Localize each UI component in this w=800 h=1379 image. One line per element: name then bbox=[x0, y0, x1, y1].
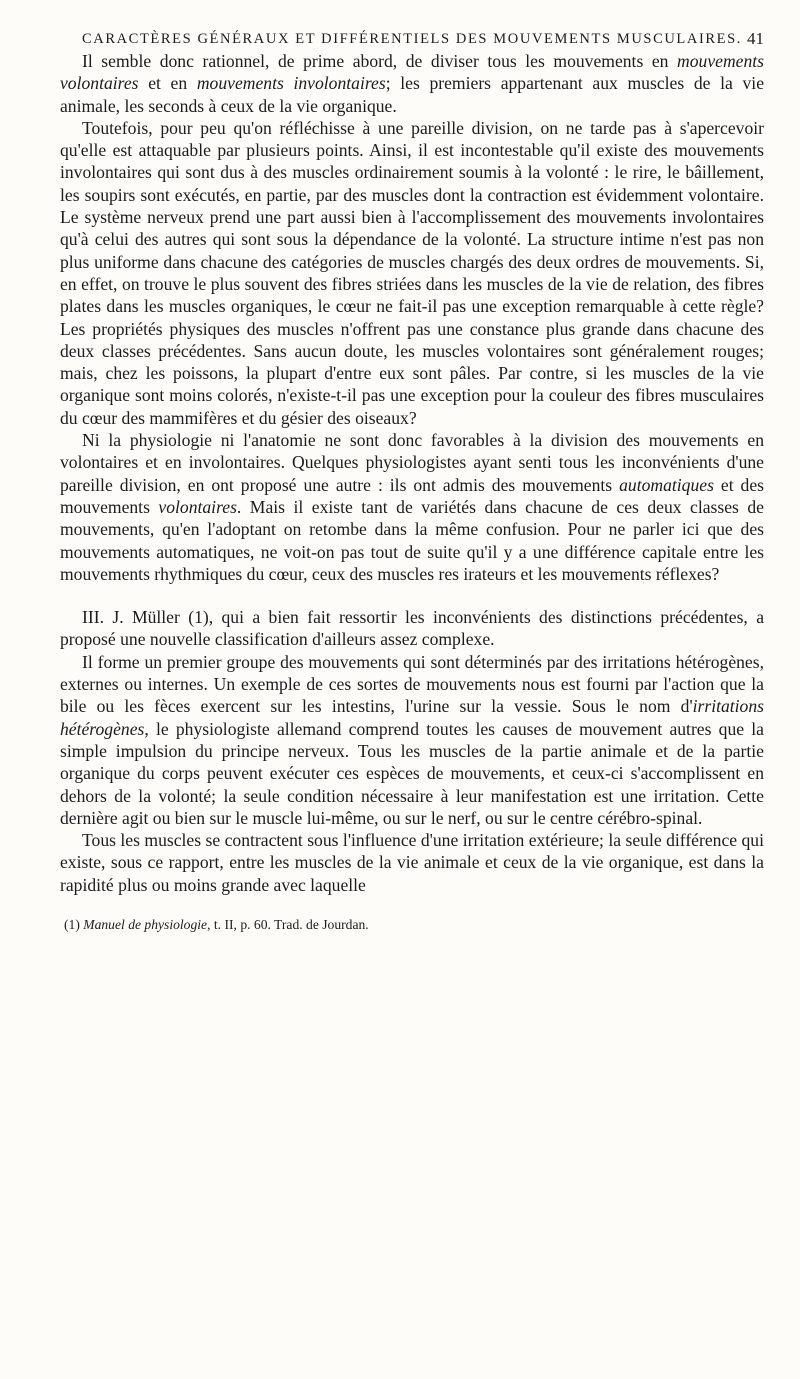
paragraph bbox=[60, 429, 764, 585]
italic-term: volontaires bbox=[158, 496, 237, 517]
text-run: , le physiologiste allemand comprend toutes les causes de mouvement autres que la simple impulsion du principe nerveux. Tous les muscles de la partie animale et de la partie organique du corps peuvent exécuter ces espèces de mouvements, et ceux-ci s'accomplissent en dehors de la volonté; la seule condition nécessaire à leur manifestation est une irritation. Cette dernière agit ou bien sur le muscle lui-même, ou sur le nerf, ou sur le centre cérébro-spinal. bbox=[60, 718, 764, 828]
italic-term: mouvements involontaires bbox=[196, 73, 386, 94]
text-run: . Mais il existe tant de variétés dans chacune de ces deux classes de mouvements, qu'en l'adoptant on retombe dans la même confusion. Pour ne parler ici que des mouvements automatiques, ne voit-on pas tout de suite qu'il y a une différence capitale entre les mouvements rhythmiques du cœur, ceux des muscles res irateurs et les mouvements réflexes? bbox=[60, 496, 764, 584]
footnote-rest: , t. II, p. 60. Trad. de Jourdan. bbox=[207, 916, 369, 932]
text-run: Tous les muscles se contractent sous l'influence d'une irritation extérieure; la seule différence qui existe, sous ce rapport, entre les muscles de la vie animale et ceux de la vie organique, est dans la rapidité plus ou moins grande avec laquelle bbox=[60, 830, 764, 895]
paragraph bbox=[60, 651, 764, 829]
text-run: Ni la physiologie ni l'anatomie ne sont donc favorables à la division des mouvements en volontaires et en involontaires. Quelques physiologistes ayant senti tous les inconvénients d'une pareille division, en ont proposé une autre : ils ont admis des mouvements bbox=[60, 430, 764, 495]
text-run: ; les premiers appartenant aux muscles de la vie animale, les seconds à ceux de la vie organique. bbox=[60, 73, 764, 116]
paragraph bbox=[60, 606, 764, 651]
text-run: Il forme un premier groupe des mouvements qui sont déterminés par des irritations hétérogènes, externes ou internes. Un exemple de ces sortes de mouvements nous est fourni par l'action que la bile ou les fèces exercent sur les intestins, l'urine sur la vessie. Sous le nom d' bbox=[60, 651, 764, 717]
paragraph bbox=[60, 829, 764, 896]
italic-term: automatiques bbox=[619, 474, 714, 495]
italic-term: irritations hétérogènes bbox=[60, 696, 764, 739]
text-run: Il semble donc rationnel, de prime abord, de diviser tous les mouvements en bbox=[82, 51, 678, 71]
paragraph bbox=[60, 50, 764, 117]
footnote bbox=[60, 916, 764, 934]
paragraph bbox=[60, 117, 764, 429]
footnote-title: Manuel de physiologie bbox=[83, 916, 208, 932]
running-head bbox=[60, 28, 764, 50]
footnote-marker: (1) bbox=[64, 916, 80, 932]
page-number: 41 bbox=[747, 29, 764, 48]
text-run: III. J. Müller (1), qui a bien fait ressortir les inconvénients des distinctions précédentes, a proposé une nouvelle classification d'ailleurs assez complexe. bbox=[60, 607, 764, 650]
italic-term: mouvements volontaires bbox=[60, 51, 764, 94]
body-text bbox=[60, 50, 764, 896]
running-head-title: CARACTÈRES GÉNÉRAUX ET DIFFÉRENTIELS DES MOUVEMENTS MUSCULAIRES. bbox=[81, 31, 742, 47]
text-run: Toutefois, pour peu qu'on réfléchisse à une pareille division, on ne tarde pas à s'apercevoir qu'elle est attaquable par plusieurs points. Ainsi, il est incontestable qu'il existe des mouvements involontaires qui sont dus à des muscles ordinairement soumis à la volonté : le rire, le bâillement, les soupirs sont exécutés, en partie, par des muscles dont la contraction est évidemment volontaire. Le système nerveux prend une part aussi bien à l'accomplissement des mouvements involontaires qu'à celui des autres qui sont sous la dépendance de la volonté. La structure intime n'est pas non plus uniforme dans chacune des catégories de muscles chargés des deux ordres de mouvements. Si, en effet, on trouve le plus souvent des fibres striées dans les muscles de la vie de relation, des fibres plates dans les muscles organiques, le cœur ne fait-il pas une exception remarquable à cette règle? Les propriétés physiques des muscles n'offrent pas une constance plus grande dans chacune des deux classes précédentes. Sans aucun doute, les muscles volontaires sont généralement rouges; mais, chez les poissons, la plupart d'entre eux sont pâles. Par contre, si les muscles de la vie organique sont moins colorés, n'existe-t-il pas une exception pour la couleur des fibres musculaires du cœur des mammifères et du gésier des oiseaux? bbox=[60, 117, 764, 428]
text-run: et des mouvements bbox=[60, 474, 764, 517]
text-run: et en bbox=[138, 73, 197, 94]
